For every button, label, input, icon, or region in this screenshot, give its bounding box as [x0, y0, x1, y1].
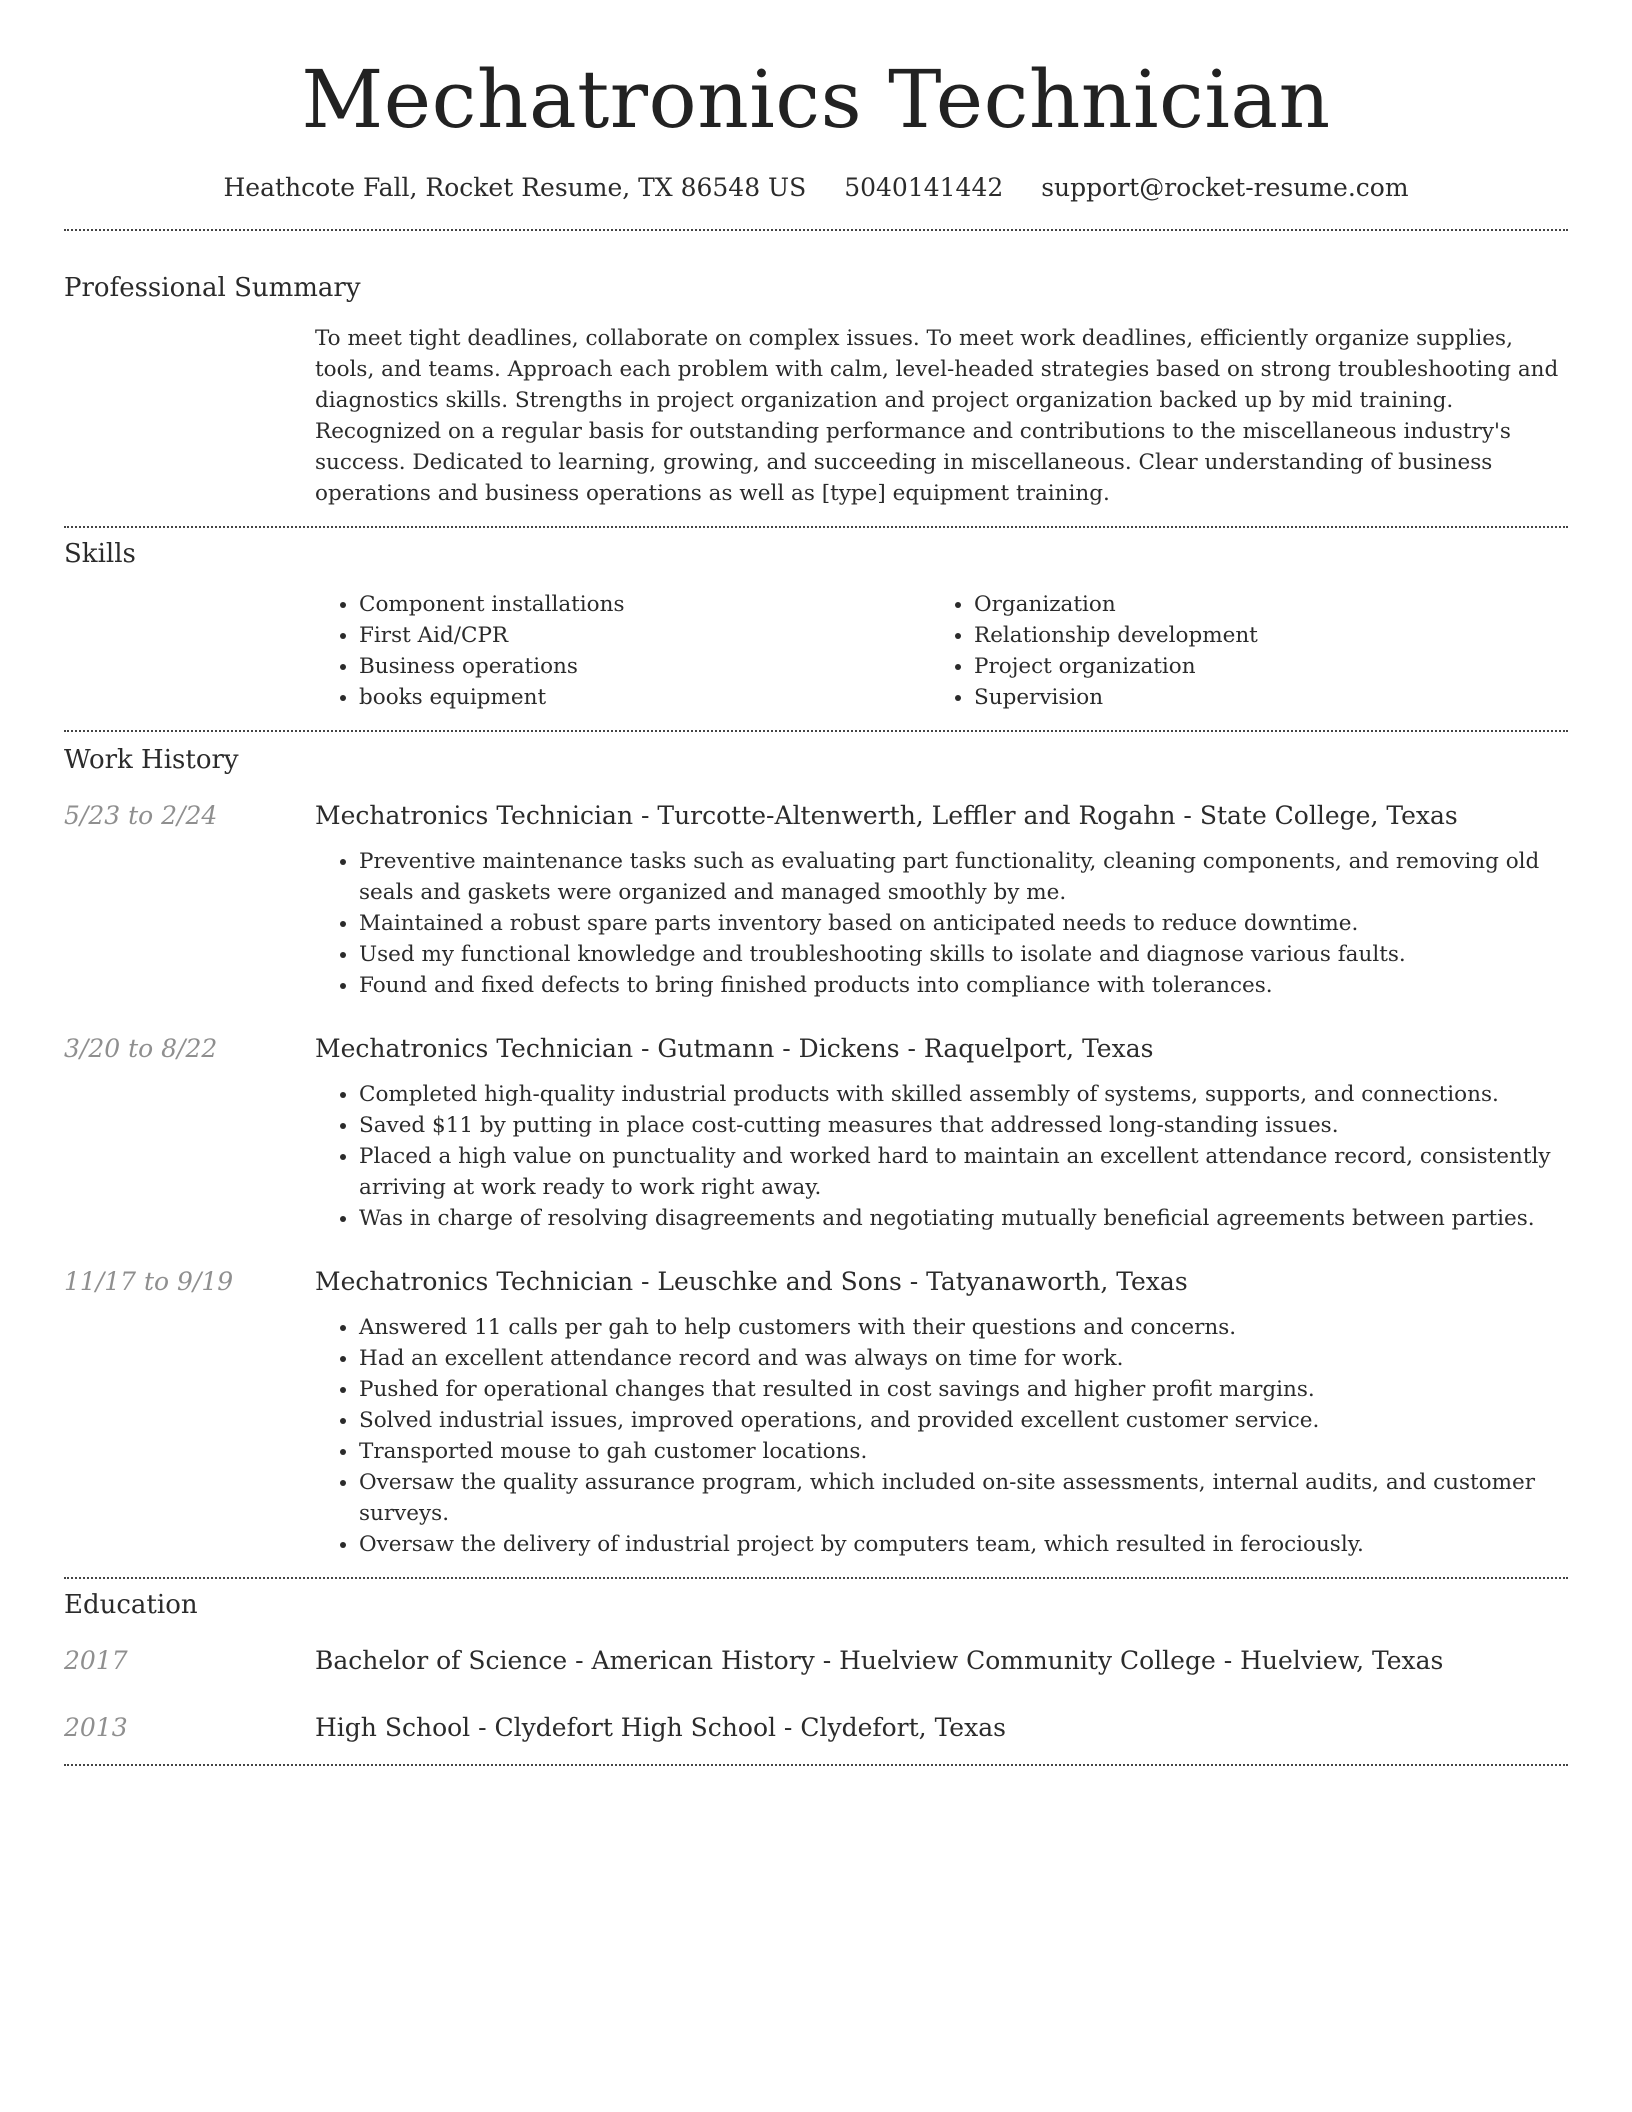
section-divider	[64, 730, 1568, 732]
job-bullet: • Oversaw the quality assurance program, which included on-site assessments, internal audits, and customer surveys.	[359, 1467, 1568, 1529]
job-bullet: • Used my functional knowledge and troubleshooting skills to isolate and diagnose various faults.	[359, 939, 1568, 970]
section-divider	[64, 1577, 1568, 1579]
job-bullet: • Pushed for operational changes that resulted in cost savings and higher profit margins.	[359, 1374, 1568, 1405]
job-entry	[64, 1265, 1568, 1560]
job-bullet: • Found and fixed defects to bring finished products into compliance with tolerances.	[359, 970, 1568, 1001]
job-bullets	[315, 846, 1568, 1001]
job-header	[64, 1032, 1568, 1066]
skill-item: • books equipment	[359, 682, 930, 713]
job-bullets	[315, 1079, 1568, 1234]
education-entry	[64, 1644, 1568, 1678]
education-year: 2017	[64, 1646, 128, 1675]
job-header	[64, 799, 1568, 833]
skill-item: • Project organization	[974, 651, 1545, 682]
skills-column-right	[930, 589, 1545, 713]
job-bullet: • Solved industrial issues, improved operations, and provided excellent customer service.	[359, 1405, 1568, 1436]
skill-item: • First Aid/CPR	[359, 620, 930, 651]
education-year: 2013	[64, 1713, 128, 1742]
contact-line	[64, 171, 1568, 205]
section-divider	[64, 1764, 1568, 1766]
skill-item: • Supervision	[974, 682, 1545, 713]
job-bullet: • Oversaw the delivery of industrial project by computers team, which resulted in ferociously.	[359, 1529, 1568, 1560]
job-bullet: • Transported mouse to gah customer locations.	[359, 1436, 1568, 1467]
job-entry	[64, 799, 1568, 1001]
job-dates: 3/20 to 8/22	[64, 1034, 218, 1063]
education-heading: Bachelor of Science - American History - Huelview Community College - Huelview, Texas	[315, 1646, 1444, 1675]
job-header	[64, 1265, 1568, 1299]
skills-column-left	[315, 589, 930, 713]
skill-item: • Business operations	[359, 651, 930, 682]
job-entry	[64, 1032, 1568, 1234]
education-heading: High School - Clydefort High School - Clydefort, Texas	[315, 1713, 1006, 1742]
skill-item: • Organization	[974, 589, 1545, 620]
job-bullets	[315, 1312, 1568, 1560]
job-bullet: • Placed a high value on punctuality and worked hard to maintain an excellent attendance record, consistently arriving at work ready to work right away.	[359, 1141, 1568, 1203]
job-bullet: • Saved $11 by putting in place cost-cutting measures that addressed long-standing issues.	[359, 1110, 1568, 1141]
resume-page	[64, 0, 1568, 1766]
contact-phone: 5040141442	[844, 173, 1004, 202]
skill-item: • Relationship development	[974, 620, 1545, 651]
education-title: Education	[64, 1590, 198, 1620]
contact-address: Heathcote Fall, Rocket Resume, TX 86548 US	[223, 173, 807, 202]
job-bullet: • Was in charge of resolving disagreements and negotiating mutually beneficial agreements between parties.	[359, 1203, 1568, 1234]
job-dates: 11/17 to 9/19	[64, 1267, 234, 1296]
skill-item: • Component installations	[359, 589, 930, 620]
education-entry	[64, 1711, 1568, 1745]
job-bullet: • Preventive maintenance tasks such as evaluating part functionality, cleaning components, and removing old seals and gaskets were organized and managed smoothly by me.	[359, 846, 1568, 908]
work-history-title: Work History	[64, 745, 239, 775]
skills-list	[315, 589, 1568, 713]
job-dates: 5/23 to 2/24	[64, 801, 218, 830]
job-bullet: • Answered 11 calls per gah to help customers with their questions and concerns.	[359, 1312, 1568, 1343]
section-divider	[64, 526, 1568, 528]
summary-title: Professional Summary	[64, 273, 361, 303]
job-bullet: • Maintained a robust spare parts inventory based on anticipated needs to reduce downtime.	[359, 908, 1568, 939]
job-heading: Mechatronics Technician - Leuschke and Sons - Tatyanaworth, Texas	[315, 1267, 1188, 1296]
skills-title: Skills	[64, 539, 136, 569]
resume-name: Mechatronics Technician	[301, 53, 1331, 146]
summary-text: To meet tight deadlines, collaborate on complex issues. To meet work deadlines, efficiently organize supplies, tools, and teams. Approach each problem with calm, level-headed strategies based on strong troubleshooting and diagnostics skills. Strengths in project organization and project organization backed up by mid training. Recognized on a regular basis for outstanding performance and contributions to the miscellaneous industry's success. Dedicated to learning, growing, and succeeding in miscellaneous. Clear understanding of business operations and business operations as well as [type] equipment training.	[315, 326, 1559, 506]
job-bullet: • Completed high-quality industrial products with skilled assembly of systems, supports, and connections.	[359, 1079, 1568, 1110]
job-bullet: • Had an excellent attendance record and was always on time for work.	[359, 1343, 1568, 1374]
contact-email: support@rocket-resume.com	[1041, 173, 1409, 202]
section-divider	[64, 229, 1568, 231]
job-heading: Mechatronics Technician - Turcotte-Altenwerth, Leffler and Rogahn - State College, Texas	[315, 801, 1458, 830]
job-heading: Mechatronics Technician - Gutmann - Dickens - Raquelport, Texas	[315, 1034, 1154, 1063]
